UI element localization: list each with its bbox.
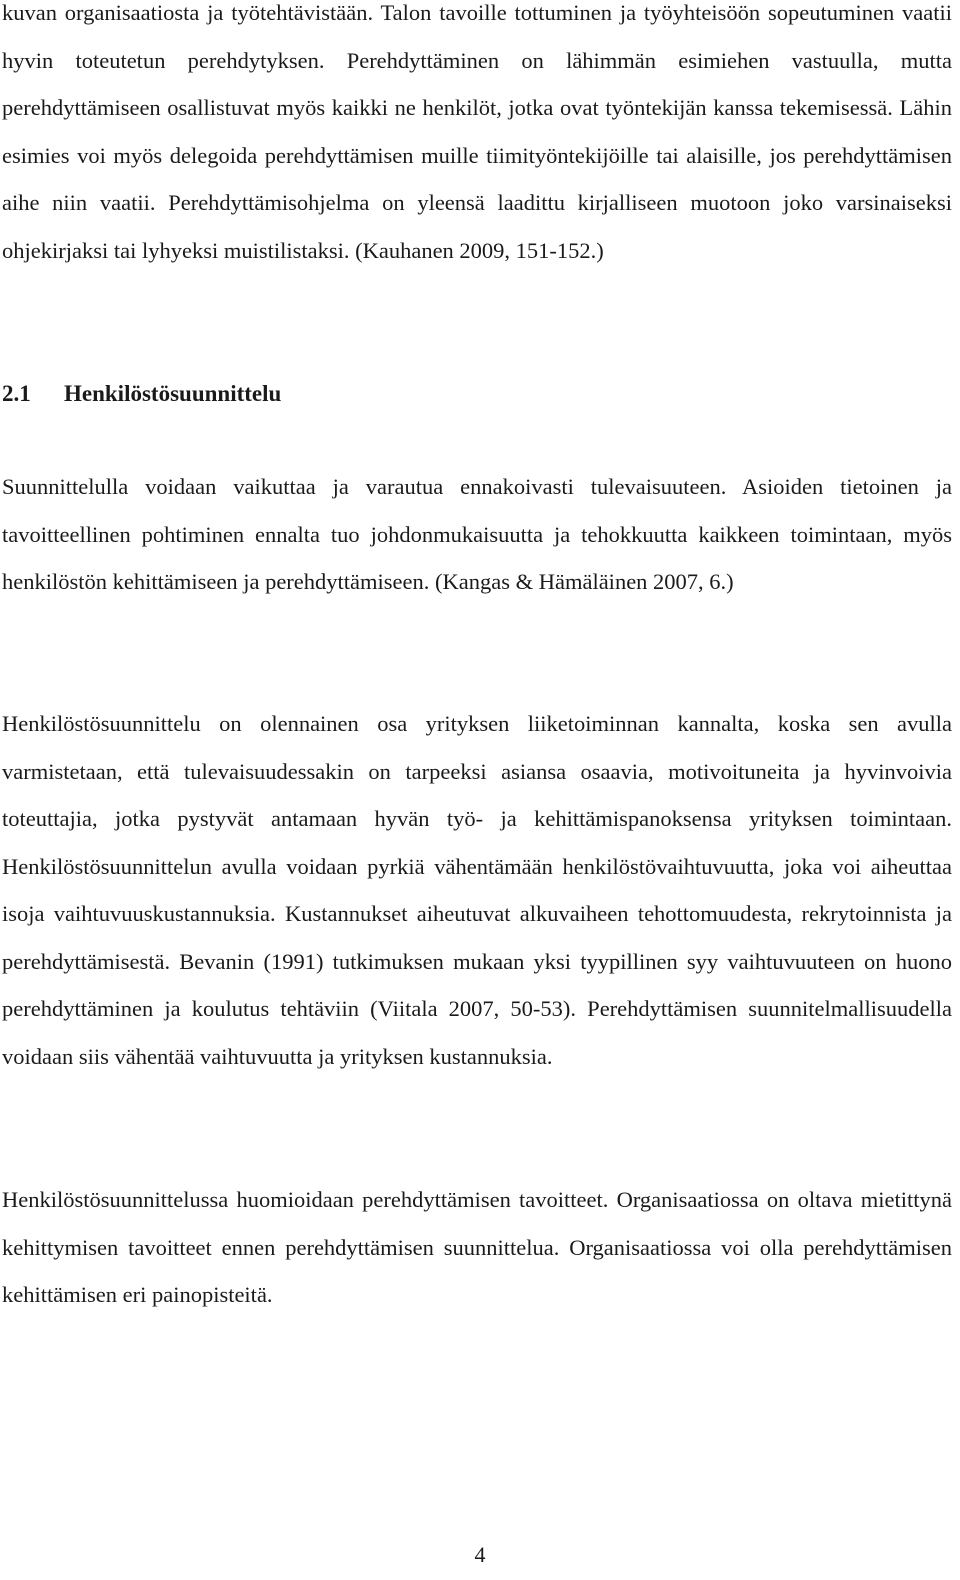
- body-paragraph-hr-planning: Henkilöstösuunnittelu on olennainen osa yrityksen liiketoiminnan kannalta, koska sen avulla varmistetaan, että tulevaisuudessakin on tarpeeksi asiansa osaavia, motivoituneita ja hyvinvoivia toteuttajia, jotka pystyvät antamaan hyvän työ- ja kehittämispanoksensa yrityksen toimintaan. Henkilöstösuunnittelun avulla voidaan pyrkiä vähentämään henkilöstövaihtuvuutta, joka voi aiheuttaa isoja vaihtuvuuskustannuksia. Kustannukset aiheutuvat alkuvaiheen tehottomuudesta, rekrytoinnista ja perehdyttämisestä. Bevanin (1991) tutkimuksen mukaan yksi tyypillinen syy vaihtuvuuteen on huono perehdyttäminen ja koulutus tehtäviin (Viitala 2007, 50-53). Perehdyttämisen suunnitelmallisuudella voidaan siis vähentää vaihtuvuutta ja yrityksen kustannuksia.: [2, 711, 952, 1069]
- section-number: 2.1: [2, 381, 31, 406]
- body-paragraph-orientation-goals: Henkilöstösuunnittelussa huomioidaan perehdyttämisen tavoitteet. Organisaatiossa on oltava mietittynä kehittymisen tavoitteet ennen perehdyttämisen suunnittelua. Organisaatiossa voi olla perehdyttämisen kehittämisen eri painopisteitä.: [2, 1187, 952, 1307]
- section-title: Henkilöstösuunnittelu: [64, 381, 282, 406]
- body-paragraph-planning: Suunnittelulla voidaan vaikuttaa ja varautua ennakoivasti tulevaisuuteen. Asioiden tietoinen ja tavoitteellinen pohtiminen ennalta tuo johdonmukaisuutta ja tehokkuutta kaikkeen toimintaan, myös henkilöstön kehittämiseen ja perehdyttämiseen. (Kangas & Hämäläinen 2007, 6.): [2, 474, 952, 594]
- body-paragraph-orientation: kuvan organisaatiosta ja työtehtävistään. Talon tavoille tottuminen ja työyhteisöön sopeutuminen vaatii hyvin toteutetun perehdytyksen. Perehdyttäminen on lähimmän esimiehen vastuulla, mutta perehdyttämiseen osallistuvat myös kaikki ne henkilöt, jotka ovat työntekijän kanssa tekemisessä. Lähin esimies voi myös delegoida perehdyttämisen muille tiimityöntekijöille tai alaisille, jos perehdyttämisen aihe niin vaatii. Perehdyttämisohjelma on yleensä laadittu kirjalliseen muotoon joko varsinaiseksi ohjekirjaksi tai lyhyeksi muistilistaksi. (Kauhanen 2009, 151-152.): [2, 0, 952, 263]
- page-number: 4: [474, 1542, 486, 1567]
- section-heading: [2, 376, 281, 412]
